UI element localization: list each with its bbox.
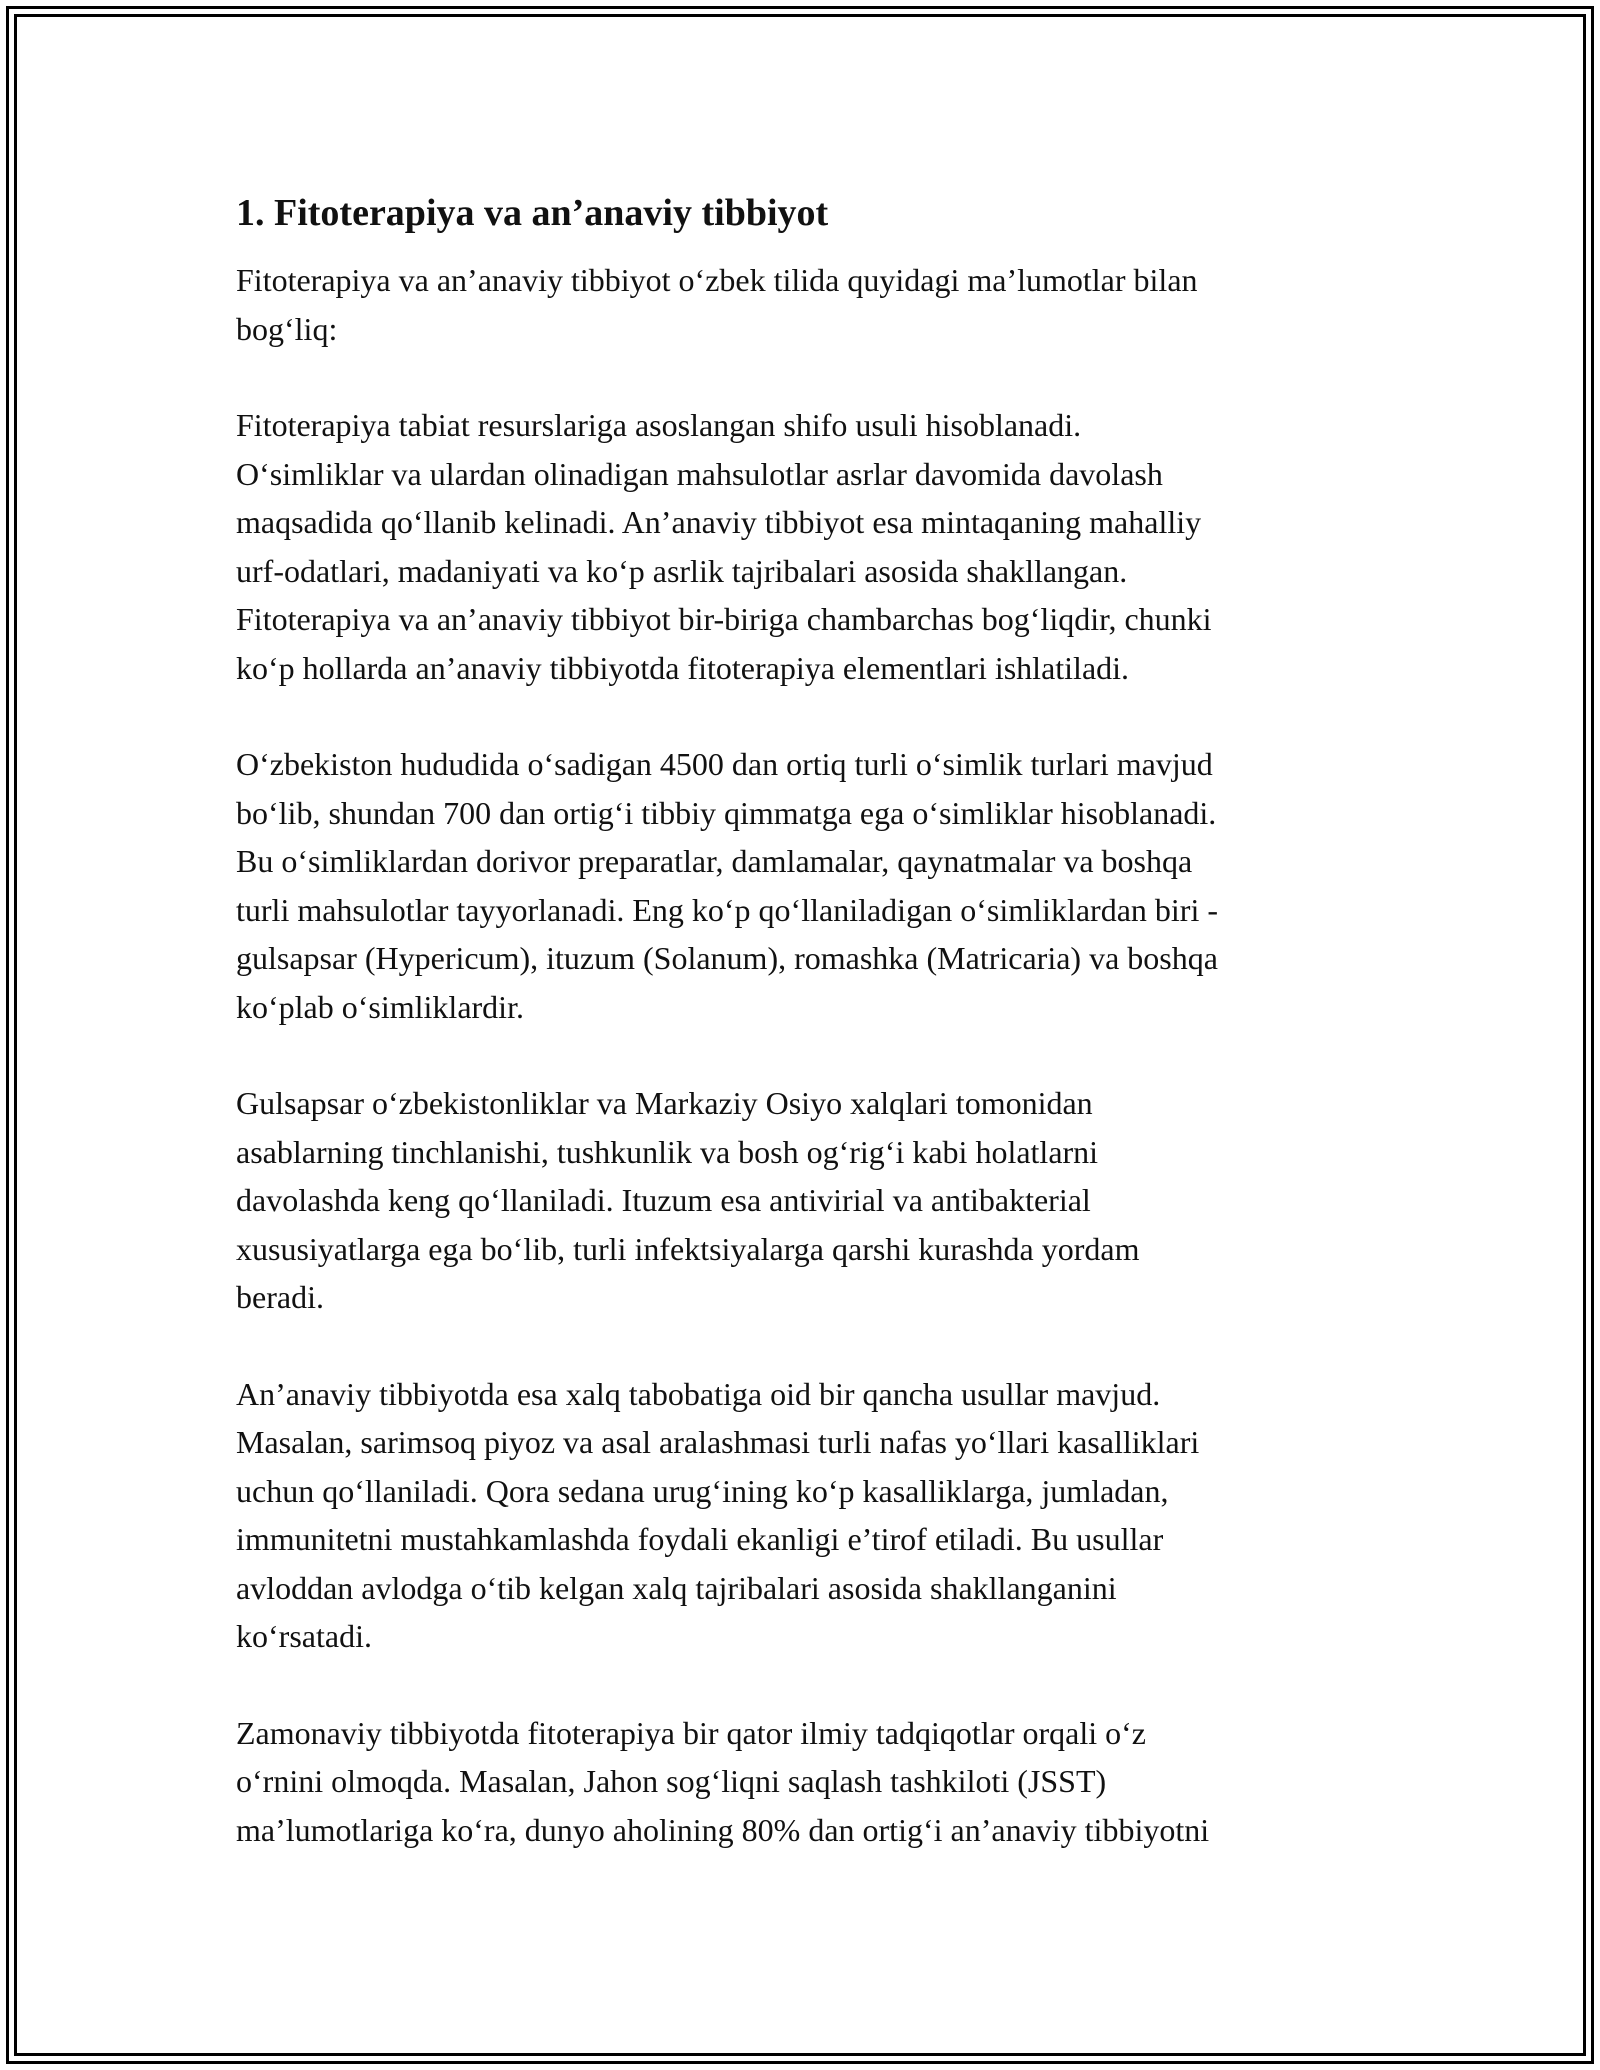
text-line: asablarning tinchlanishi, tushkunlik va bosh og‘rig‘i kabi holatlarni (236, 1133, 1099, 1170)
text-line: avloddan avlodga o‘tib kelgan xalq tajribalari asosida shakllanganini (236, 1569, 1117, 1606)
text-line: Gulsapsar o‘zbekistonliklar va Markaziy Osiyo xalqlari tomonidan (236, 1085, 1093, 1121)
text-line: O‘simliklar va ulardan olinadigan mahsulotlar asrlar davomida davolash (236, 455, 1163, 492)
text-line: An’anaviy tibbiyotda esa xalq tabobatiga oid bir qancha usullar mavjud. (236, 1375, 1161, 1412)
paragraph (236, 740, 1386, 1031)
text-line: O‘zbekiston hududida o‘sadigan 4500 dan ortiq turli o‘simlik turlari mavjud (236, 746, 1213, 782)
text-line: davolashda keng qo‘llaniladi. Ituzum esa antivirial va antibakterial (236, 1182, 1091, 1218)
document-body (236, 188, 1386, 1902)
text-line: ma’lumotlariga ko‘ra, dunyo aholining 80% dan ortig‘i an’anaviy tibbiyotni (236, 1811, 1210, 1848)
paragraph (236, 1709, 1386, 1855)
text-line: turli mahsulotlar tayyorlanadi. Eng ko‘p qo‘llaniladigan o‘simliklardan biri - (236, 891, 1218, 928)
text-line: Masalan, sarimsoq piyoz va asal aralashmasi turli nafas yo‘llari kasalliklari (236, 1424, 1200, 1460)
text-line: Bu o‘simliklardan dorivor preparatlar, damlamalar, qaynatmalar va boshqa (236, 843, 1193, 879)
text-line: maqsadida qo‘llanib kelinadi. An’anaviy tibbiyot esa mintaqaning mahalliy (236, 504, 1202, 540)
text-line: xususiyatlarga ega bo‘lib, turli infektsiyalarga qarshi kurashda yordam (236, 1230, 1140, 1267)
text-line: bo‘lib, shundan 700 dan ortig‘i tibbiy qimmatga ega o‘simliklar hisoblanadi. (236, 794, 1217, 831)
text-line: gulsapsar (Hypericum), ituzum (Solanum), romashka (Matricaria) va boshqa (236, 940, 1218, 976)
text-line: Fitoterapiya tabiat resurslariga asoslangan shifo usuli hisoblanadi. (236, 407, 1082, 443)
paragraph (236, 256, 1386, 353)
text-line: beradi. (236, 1279, 324, 1315)
text-line: bog‘liq: (236, 310, 338, 347)
section-heading: 1. Fitoterapiya va an’anaviy tibbiyot (236, 192, 829, 234)
text-line: Zamonaviy tibbiyotda fitoterapiya bir qator ilmiy tadqiqotlar orqali o‘z (236, 1714, 1146, 1751)
text-line: uchun qo‘llaniladi. Qora sedana urug‘ining ko‘p kasalliklarga, jumladan, (236, 1472, 1169, 1509)
paragraph (236, 1370, 1386, 1661)
paragraph (236, 401, 1386, 692)
text-line: ko‘p hollarda an’anaviy tibbiyotda fitoterapiya elementlari ishlatiladi. (236, 649, 1130, 686)
text-line: ko‘rsatadi. (236, 1618, 372, 1654)
text-line: ko‘plab o‘simliklardir. (236, 988, 524, 1025)
text-line: urf-odatlari, madaniyati va ko‘p asrlik tajribalari asosida shakllangan. (236, 552, 1128, 589)
text-line: Fitoterapiya va an’anaviy tibbiyot o‘zbek tilida quyidagi ma’lumotlar bilan (236, 262, 1198, 298)
text-line: o‘rnini olmoqda. Masalan, Jahon sog‘liqni saqlash tashkiloti (JSST) (236, 1763, 1107, 1799)
text-line: Fitoterapiya va an’anaviy tibbiyot bir-biriga chambarchas bog‘liqdir, chunki (236, 601, 1212, 637)
paragraph (236, 1079, 1386, 1322)
text-line: immunitetni mustahkamlashda foydali ekanligi e’tirof etiladi. Bu usullar (236, 1521, 1164, 1557)
paragraph-list (236, 256, 1386, 1854)
